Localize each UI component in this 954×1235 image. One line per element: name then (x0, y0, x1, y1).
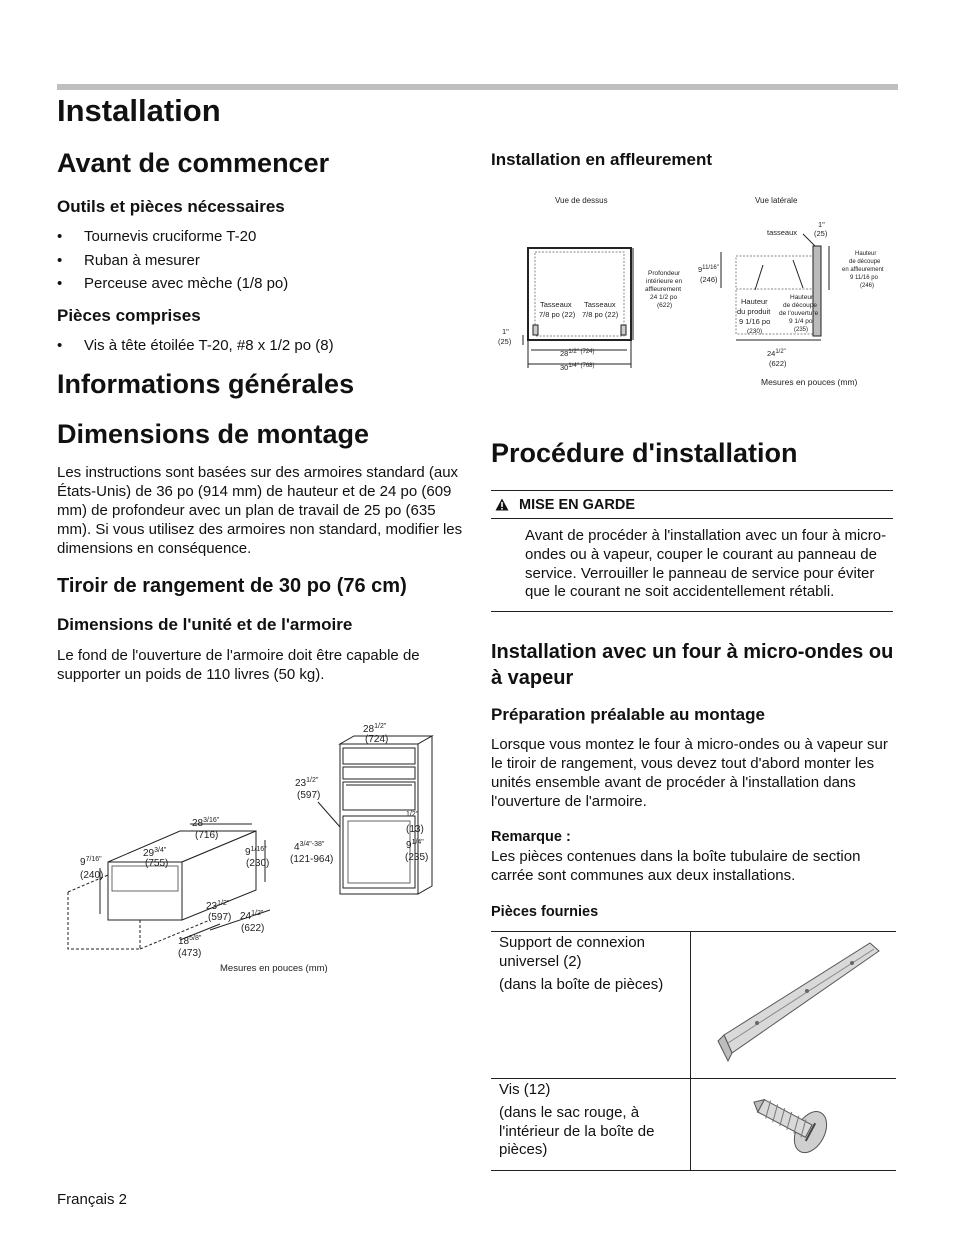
table-row (491, 932, 896, 1079)
list-item: • Ruban à mesurer (57, 249, 457, 273)
dim-label: $28^{3/16"}$ (192, 817, 220, 829)
dim-label: $18^{5/8"}$ (178, 935, 202, 947)
flush-installation-figure (493, 190, 895, 395)
label: Hauteur (741, 297, 768, 306)
heading-procedure: Procédure d'installation (491, 438, 798, 468)
label: 7/8 po (22) (539, 310, 576, 319)
dim-label: (622) (241, 923, 265, 934)
part-note: (dans le sac rouge, à l'intérieur de la boîte de pièces) (499, 1104, 655, 1158)
dim-label: (240) (80, 870, 104, 881)
label: 1" (502, 327, 509, 336)
heading-preparation: Préparation préalable au montage (491, 705, 765, 724)
dim-label: (13) (406, 824, 424, 835)
dim-label: (473) (178, 948, 202, 959)
page-footer: Français 2 (57, 1191, 128, 1208)
label: (246) (860, 283, 875, 289)
label: 7/8 po (22) (582, 310, 619, 319)
label: (622) (657, 302, 673, 309)
dim-label: $9^{1/16"}$ (245, 846, 267, 858)
unite-text: Le fond de l'ouverture de l'armoire doit être capable de supporter un poids de 110 livres (50 kg). (57, 647, 420, 683)
table-cell (691, 932, 897, 1079)
dim-label: (235) (405, 852, 429, 863)
heading-pieces: Pièces comprises (57, 306, 201, 325)
heading-micro-ondes: Installation avec un four à micro-ondes ou à vapeur (491, 641, 894, 689)
dim-label: $28^{1/2"}$ (363, 723, 387, 735)
dim-label: $29^{3/4"}$ (143, 847, 167, 859)
label: de découpe (849, 259, 881, 265)
top-rule (57, 84, 898, 90)
label: Tasseaux (540, 300, 572, 309)
label: en affleurement (842, 267, 884, 273)
label: de découpe (783, 302, 817, 309)
dim-label: $9^{7/16"}$ (80, 856, 102, 868)
label: du produit (737, 307, 771, 316)
label: intérieure en (646, 278, 683, 285)
pieces-fournies-label: Pièces fournies (491, 904, 599, 920)
label: $30^{1/4" (768)}$ (560, 363, 595, 372)
label: Tasseaux (584, 300, 616, 309)
label: (25) (498, 337, 512, 346)
remarque-label: Remarque : (491, 829, 571, 845)
part-name: Vis (12) (499, 1080, 551, 1098)
remarque-text: Les pièces contenues dans la boîte tubulaire de section carrée sont communes aux deux installations. (491, 848, 861, 884)
label: Hauteur (855, 251, 877, 257)
label: affleurement (645, 286, 682, 293)
dim-label: (755) (145, 858, 169, 869)
label: $28^{1/2" (724)}$ (560, 349, 595, 358)
table-cell (491, 1078, 691, 1171)
dim-label: (597) (208, 912, 232, 923)
label: Hauteur (790, 294, 814, 301)
list-item: • Perceuse avec mèche (1/8 po) (57, 272, 457, 296)
table-row (491, 1078, 896, 1171)
part-name: Support de connexion universel (2) (499, 934, 645, 970)
label: $24^{1/2"}$ (767, 349, 786, 358)
dimensions-text: Les instructions sont basées sur des armoires standard (aux États-Unis) de 36 po (914 mm) de hauteur et de 24 po (609 mm) de profondeur avec un plan de travail de 25 po (635 mm). Si vous utilisez des armoires non standard, modifier les dimensions en conséquence. (57, 464, 463, 557)
dim-label: $23^{1/2"}$ (206, 900, 230, 912)
table-cell (691, 1078, 897, 1171)
view-label: Vue de dessus (555, 196, 608, 205)
label: 9 1/16 po (739, 317, 771, 326)
dim-label: $23^{1/2"}$ (295, 777, 319, 789)
parts-table (491, 931, 896, 1171)
dim-label: $24^{1/2"}$ (240, 910, 264, 922)
dim-label: 1/2" (406, 811, 419, 818)
warning-text: Avant de procéder à l'installation avec un four à micro-ondes ou à vapeur, couper le courant au panneau de service. Verrouiller le panneau de service pour éviter que le courant ne soit accidentellement rétabli. (525, 527, 887, 601)
dim-label: (724) (365, 734, 389, 745)
warning-label: MISE EN GARDE (519, 496, 636, 513)
heading-tiroir: Tiroir de rangement de 30 po (76 cm) (57, 575, 407, 597)
heading-affleurement: Installation en affleurement (491, 150, 713, 169)
label: 1" (818, 220, 825, 229)
table-cell (491, 932, 691, 1079)
heading-avant: Avant de commencer (57, 148, 330, 178)
dim-label: $9^{1/4"}$ (406, 839, 424, 851)
label: 9 11/16 po (850, 275, 878, 281)
figure-caption: Mesures en pouces (mm) (220, 963, 328, 974)
bracket-icon (692, 933, 895, 1071)
page-title: Installation (57, 93, 221, 128)
view-label: Vue latérale (755, 196, 798, 205)
tools-list (57, 225, 457, 296)
label: (246) (700, 275, 718, 284)
label: 24 1/2 po (650, 294, 678, 301)
warning-box (491, 490, 893, 612)
label: tasseaux (767, 228, 798, 237)
label: de l'ouverture (779, 310, 819, 317)
heading-infos: Informations générales (57, 369, 355, 399)
list-item: • Tournevis cruciforme T-20 (57, 225, 457, 249)
label: (25) (814, 229, 828, 238)
dim-label: (597) (297, 790, 321, 801)
label: (622) (769, 359, 787, 368)
label: (230) (747, 328, 763, 335)
label: Profondeur (648, 270, 681, 277)
screw-icon (692, 1080, 895, 1164)
figure-caption: Mesures en pouces (mm) (761, 377, 858, 387)
heading-outils: Outils et pièces nécessaires (57, 197, 285, 216)
parts-list (57, 334, 457, 358)
dim-label: (230) (246, 858, 270, 869)
cabinet-dimensions-figure (60, 712, 460, 982)
label: 9 1/4 po (789, 318, 813, 325)
preparation-text: Lorsque vous montez le four à micro-ondes ou à vapeur sur le tiroir de rangement, vous devez tout d'abord monter les unités ensemble avant de procéder à l'installation dans l'ouverture de l'armoire. (491, 736, 888, 810)
dim-label: (121-964) (290, 854, 334, 865)
dim-label: (716) (195, 830, 219, 841)
label: (235) (794, 327, 809, 333)
warning-icon (495, 498, 509, 511)
heading-unite: Dimensions de l'unité et de l'armoire (57, 615, 353, 634)
list-item: • Vis à tête étoilée T-20, #8 x 1/2 po (8) (57, 334, 457, 358)
heading-dimensions: Dimensions de montage (57, 419, 370, 449)
dim-label: $4^{3/4"-38"}$ (294, 841, 325, 853)
label: $9^{11/16"}$ (698, 265, 719, 274)
part-note: (dans la boîte de pièces) (499, 976, 664, 993)
